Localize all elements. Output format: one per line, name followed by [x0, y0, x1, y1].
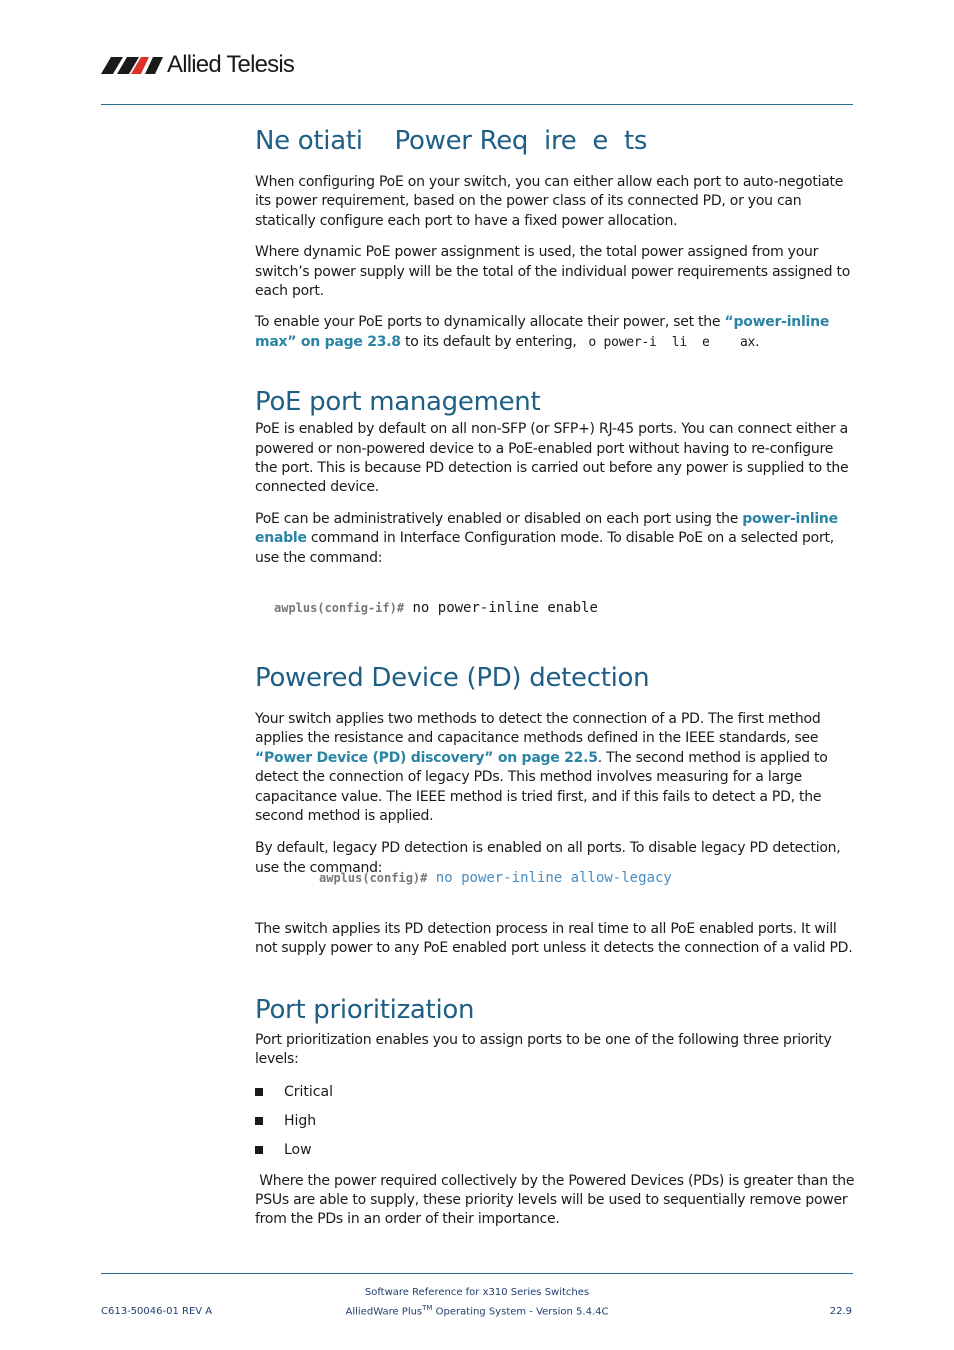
power-inline-max-link[interactable]: “power-inline max” on page 23.8 [255, 314, 830, 350]
paragraph: PoE is enabled by default on all non-SFP (or SFP+) RJ-45 ports. You can connect either a powered or non-powered device to a PoE-enabled port without having to re-configure the port. This is because PD detection is carried out before any power is supplied to the connected device. [255, 421, 849, 496]
priority-list [255, 1082, 855, 1160]
paragraph [255, 710, 855, 826]
paragraph [255, 510, 855, 568]
list-item [255, 1111, 855, 1131]
priority-level-high: High [284, 1112, 317, 1129]
bullet-square-icon [255, 1117, 263, 1125]
logo-mark-icon [101, 54, 163, 76]
text: . [755, 333, 760, 350]
inline-command: o power-i li e ax [580, 334, 756, 350]
paragraph [255, 313, 855, 352]
paragraph: Port prioritization enables you to assign ports to be one of the following three priority levels: [255, 1031, 832, 1068]
heading-poe-port-management: PoE port management [255, 387, 541, 418]
list-item [255, 1082, 855, 1102]
paragraph: Where the power required collectively by the Powered Devices (PDs) is greater than the PSUs are able to supply, these priority levels will be used to sequentially remove power from the PDs in an order of their importance. [255, 1172, 859, 1228]
bullet-square-icon [255, 1088, 263, 1096]
footer-page-number: 22.9 [829, 1306, 852, 1317]
paragraph: Where dynamic PoE power assignment is used, the total power assigned from your switch’s power supply will be the total of the individual power requirements assigned to each port. [255, 244, 851, 300]
trademark: TM [422, 1304, 433, 1312]
text: to its default by entering, [400, 333, 581, 350]
pd-detection-continued [255, 920, 859, 1230]
priority-level-low: Low [284, 1141, 312, 1158]
power-inline-enable-link[interactable]: power-inline enable [255, 510, 838, 547]
text: Your switch applies two methods to detect the connection of a PD. The first method applies the resistance and capacitance methods defined in the IEEE standards, see [255, 711, 821, 747]
code-command: no power-inline enable [404, 600, 598, 616]
footer-version: Operating System - Version 5.4.4C [432, 1306, 609, 1318]
allied-telesis-logo [101, 50, 294, 80]
code-example-legacy-disable [319, 870, 672, 886]
code-command: no power-inline allow-legacy [427, 870, 672, 886]
paragraph: When configuring PoE on your switch, you can either allow each port to auto-negotiate its power requirement, based on the power class of its connected PD, or you can statically configure each port to have a fixed power allocation. [255, 174, 844, 229]
text: To enable your PoE ports to dynamically allocate their power, set the [255, 314, 725, 331]
footer-product: AlliedWare Plus [345, 1306, 423, 1318]
bullet-square-icon [255, 1146, 263, 1154]
priority-level-critical: Critical [284, 1083, 333, 1100]
code-prompt: awplus(config-if)# [274, 601, 405, 615]
text: . The second method is applied to detect the connection of legacy PDs. This method involves measuring for a large capacitance value. The IEEE method is tried first, and if this fails to detect a PD, the second method is applied. [255, 749, 828, 825]
code-prompt: awplus(config)# [319, 871, 428, 885]
logo-text: Allied Telesis [167, 51, 295, 78]
pd-discovery-link[interactable]: “Power Device (PD) discovery” on page 22.5 [255, 749, 598, 766]
heading-port-prioritization: Port prioritization [255, 994, 475, 1025]
footer-doc-id: C613-50046-01 REV A [101, 1306, 213, 1317]
main-content [255, 124, 855, 568]
heading-negotiating-power: Ne otiati Power Req ire e ts [255, 126, 648, 156]
header-rule [101, 104, 853, 105]
text: command in Interface Configuration mode. To disable PoE on a selected port, use the command: [255, 530, 834, 566]
footer-os-version [0, 1304, 954, 1317]
code-example-poe-disable [274, 600, 598, 616]
text: PoE can be administratively enabled or disabled on each port using the [255, 510, 743, 527]
paragraph: By default, legacy PD detection is enabled on all ports. To disable legacy PD detection, use the command: [255, 840, 841, 876]
footer-title: Software Reference for x310 Series Switches [364, 1287, 590, 1298]
pd-detection-section [255, 661, 855, 878]
paragraph: The switch applies its PD detection process in real time to all PoE enabled ports. It will not supply power to any PoE enabled port unless it detects the connection of a valid PD. [255, 921, 853, 957]
heading-pd-detection: Powered Device (PD) detection [255, 663, 650, 693]
footer-rule [101, 1273, 853, 1274]
list-item [255, 1140, 855, 1160]
